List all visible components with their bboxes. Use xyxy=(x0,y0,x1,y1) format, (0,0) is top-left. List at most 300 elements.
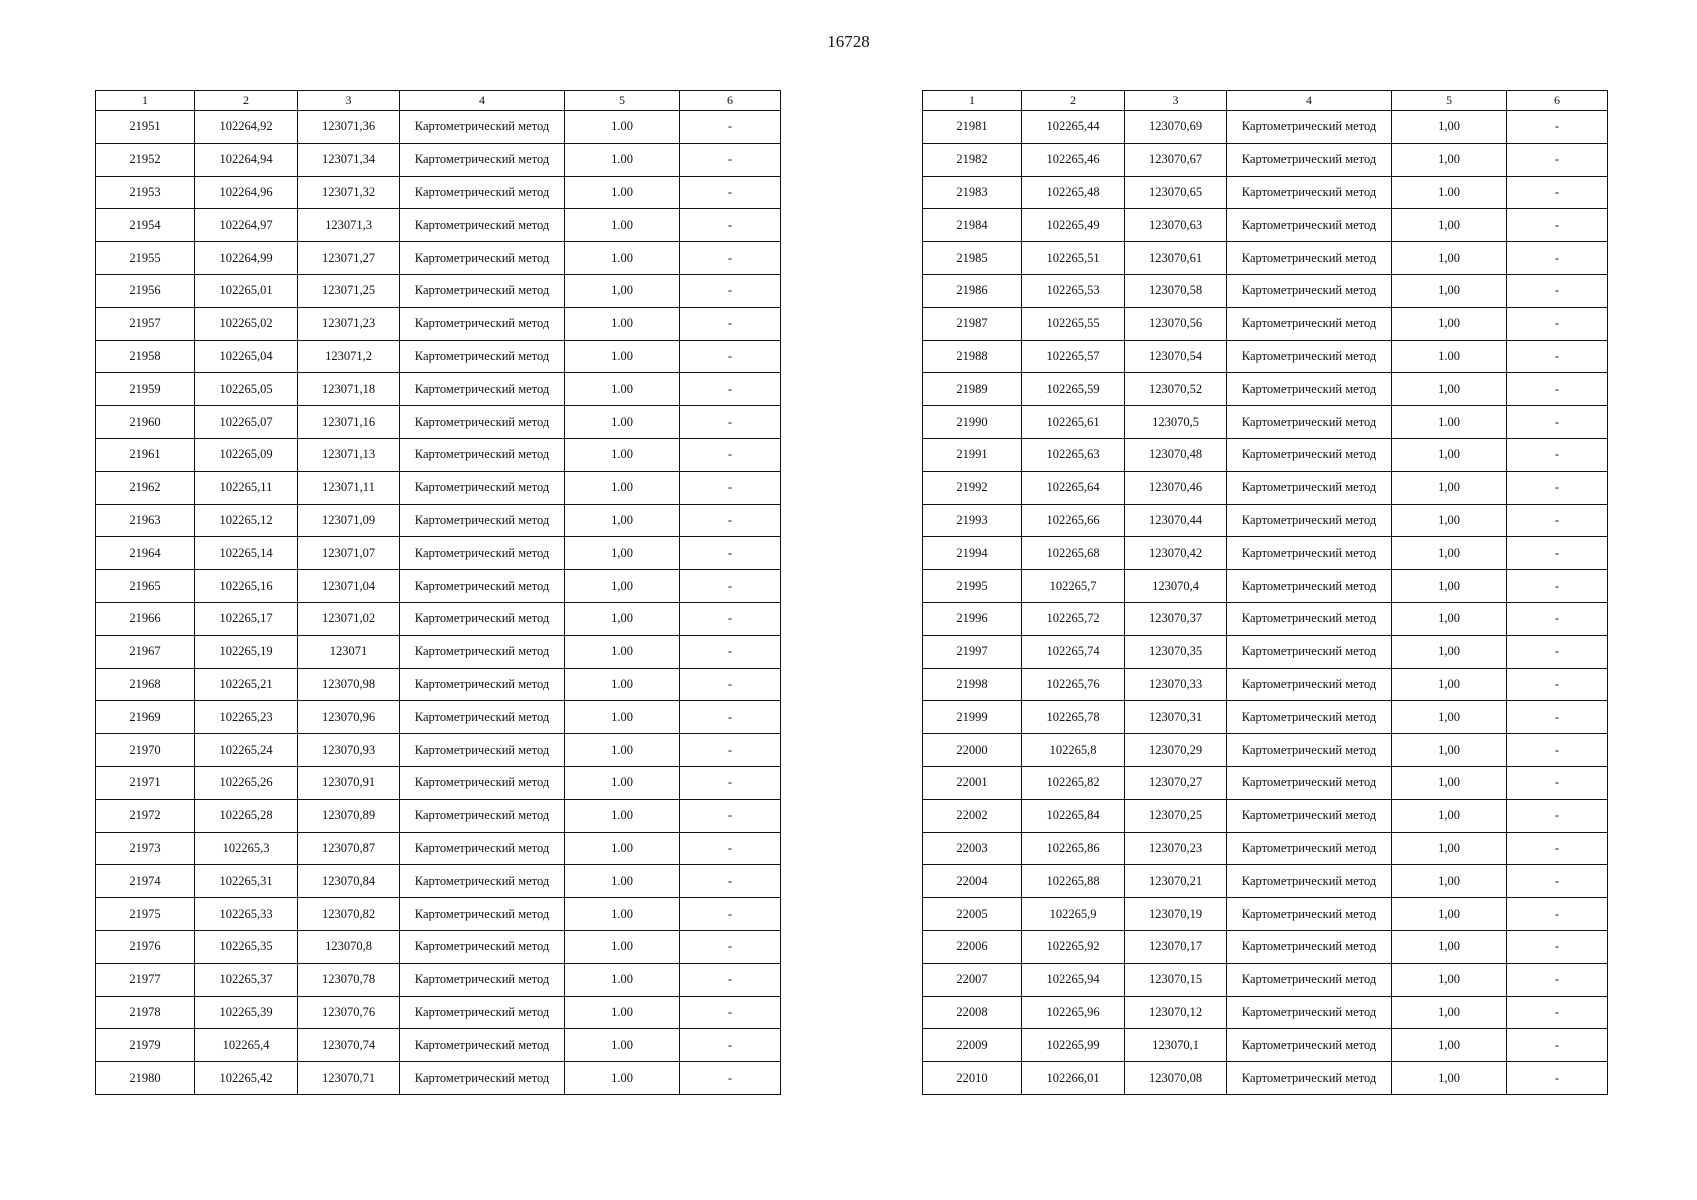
accuracy-cell: 1.00 xyxy=(565,307,680,340)
accuracy-cell: 1,00 xyxy=(1392,504,1507,537)
table-row xyxy=(96,307,781,340)
method-cell: Картометрический метод xyxy=(1227,406,1392,439)
description-cell: - xyxy=(1507,701,1608,734)
description-cell: - xyxy=(680,406,781,439)
point-number-cell: 21973 xyxy=(96,832,195,865)
method-cell: Картометрический метод xyxy=(1227,340,1392,373)
y-coordinate-cell: 123071,2 xyxy=(298,340,400,373)
table-body xyxy=(96,111,781,1095)
method-cell: Картометрический метод xyxy=(1227,111,1392,144)
method-cell: Картометрический метод xyxy=(400,242,565,275)
accuracy-cell: 1,00 xyxy=(1392,668,1507,701)
method-cell: Картометрический метод xyxy=(1227,930,1392,963)
y-coordinate-cell: 123071,3 xyxy=(298,209,400,242)
description-cell: - xyxy=(680,504,781,537)
table-row xyxy=(96,799,781,832)
description-cell: - xyxy=(680,602,781,635)
accuracy-cell: 1,00 xyxy=(1392,734,1507,767)
method-cell: Картометрический метод xyxy=(400,963,565,996)
method-cell: Картометрический метод xyxy=(1227,1062,1392,1095)
method-cell: Картометрический метод xyxy=(400,209,565,242)
table-row xyxy=(96,537,781,570)
method-cell: Картометрический метод xyxy=(1227,274,1392,307)
accuracy-cell: 1,00 xyxy=(1392,635,1507,668)
accuracy-cell: 1.00 xyxy=(565,898,680,931)
table-row xyxy=(923,373,1608,406)
accuracy-cell: 1,00 xyxy=(1392,1062,1507,1095)
x-coordinate-cell: 102265,66 xyxy=(1022,504,1125,537)
x-coordinate-cell: 102265,8 xyxy=(1022,734,1125,767)
y-coordinate-cell: 123071 xyxy=(298,635,400,668)
method-cell: Картометрический метод xyxy=(1227,668,1392,701)
x-coordinate-cell: 102265,99 xyxy=(1022,1029,1125,1062)
accuracy-cell: 1,00 xyxy=(1392,832,1507,865)
description-cell: - xyxy=(1507,111,1608,144)
point-number-cell: 21976 xyxy=(96,930,195,963)
description-cell: - xyxy=(1507,570,1608,603)
y-coordinate-cell: 123070,25 xyxy=(1125,799,1227,832)
x-coordinate-cell: 102265,17 xyxy=(195,602,298,635)
description-cell: - xyxy=(1507,406,1608,439)
description-cell: - xyxy=(1507,668,1608,701)
description-cell: - xyxy=(1507,373,1608,406)
y-coordinate-cell: 123070,31 xyxy=(1125,701,1227,734)
description-cell: - xyxy=(680,537,781,570)
method-cell: Картометрический метод xyxy=(1227,537,1392,570)
description-cell: - xyxy=(680,373,781,406)
method-cell: Картометрический метод xyxy=(400,537,565,570)
y-coordinate-cell: 123070,37 xyxy=(1125,602,1227,635)
point-number-cell: 21977 xyxy=(96,963,195,996)
accuracy-cell: 1,00 xyxy=(1392,766,1507,799)
table-row xyxy=(96,176,781,209)
point-number-cell: 21992 xyxy=(923,471,1022,504)
x-coordinate-cell: 102265,4 xyxy=(195,1029,298,1062)
y-coordinate-cell: 123070,98 xyxy=(298,668,400,701)
x-coordinate-cell: 102265,63 xyxy=(1022,438,1125,471)
y-coordinate-cell: 123071,32 xyxy=(298,176,400,209)
table-row xyxy=(923,111,1608,144)
y-coordinate-cell: 123070,69 xyxy=(1125,111,1227,144)
x-coordinate-cell: 102265,49 xyxy=(1022,209,1125,242)
y-coordinate-cell: 123070,63 xyxy=(1125,209,1227,242)
table-row xyxy=(96,1029,781,1062)
x-coordinate-cell: 102265,19 xyxy=(195,635,298,668)
y-coordinate-cell: 123071,23 xyxy=(298,307,400,340)
y-coordinate-cell: 123071,02 xyxy=(298,602,400,635)
point-number-cell: 21995 xyxy=(923,570,1022,603)
y-coordinate-cell: 123070,19 xyxy=(1125,898,1227,931)
description-cell: - xyxy=(680,701,781,734)
point-number-cell: 21952 xyxy=(96,143,195,176)
method-cell: Картометрический метод xyxy=(400,504,565,537)
table-row xyxy=(923,799,1608,832)
table-row xyxy=(96,340,781,373)
y-coordinate-cell: 123070,61 xyxy=(1125,242,1227,275)
accuracy-cell: 1.00 xyxy=(1392,340,1507,373)
table-row xyxy=(96,602,781,635)
description-cell: - xyxy=(680,865,781,898)
header-cell: 3 xyxy=(1125,91,1227,111)
accuracy-cell: 1.00 xyxy=(565,996,680,1029)
x-coordinate-cell: 102265,78 xyxy=(1022,701,1125,734)
header-cell: 1 xyxy=(923,91,1022,111)
point-number-cell: 21984 xyxy=(923,209,1022,242)
y-coordinate-cell: 123070,71 xyxy=(298,1062,400,1095)
point-number-cell: 21997 xyxy=(923,635,1022,668)
method-cell: Картометрический метод xyxy=(400,471,565,504)
y-coordinate-cell: 123070,56 xyxy=(1125,307,1227,340)
point-number-cell: 21962 xyxy=(96,471,195,504)
point-number-cell: 22001 xyxy=(923,766,1022,799)
table-row xyxy=(923,963,1608,996)
description-cell: - xyxy=(680,766,781,799)
table-row xyxy=(96,734,781,767)
table-row xyxy=(96,438,781,471)
method-cell: Картометрический метод xyxy=(1227,734,1392,767)
method-cell: Картометрический метод xyxy=(1227,602,1392,635)
point-number-cell: 21996 xyxy=(923,602,1022,635)
x-coordinate-cell: 102265,05 xyxy=(195,373,298,406)
header-cell: 5 xyxy=(565,91,680,111)
accuracy-cell: 1.00 xyxy=(565,963,680,996)
accuracy-cell: 1,00 xyxy=(1392,701,1507,734)
accuracy-cell: 1,00 xyxy=(1392,996,1507,1029)
description-cell: - xyxy=(680,1029,781,1062)
description-cell: - xyxy=(1507,766,1608,799)
method-cell: Картометрический метод xyxy=(1227,635,1392,668)
point-number-cell: 21966 xyxy=(96,602,195,635)
coordinates-table-left xyxy=(95,90,781,1095)
accuracy-cell: 1.00 xyxy=(565,1062,680,1095)
y-coordinate-cell: 123070,4 xyxy=(1125,570,1227,603)
table-row xyxy=(96,701,781,734)
accuracy-cell: 1.00 xyxy=(565,832,680,865)
y-coordinate-cell: 123070,33 xyxy=(1125,668,1227,701)
point-number-cell: 21994 xyxy=(923,537,1022,570)
description-cell: - xyxy=(680,996,781,1029)
x-coordinate-cell: 102265,39 xyxy=(195,996,298,1029)
accuracy-cell: 1,00 xyxy=(565,274,680,307)
point-number-cell: 22006 xyxy=(923,930,1022,963)
point-number-cell: 21951 xyxy=(96,111,195,144)
method-cell: Картометрический метод xyxy=(400,111,565,144)
accuracy-cell: 1.00 xyxy=(1392,406,1507,439)
method-cell: Картометрический метод xyxy=(400,1029,565,1062)
y-coordinate-cell: 123070,1 xyxy=(1125,1029,1227,1062)
description-cell: - xyxy=(680,111,781,144)
table-row xyxy=(96,570,781,603)
table-row xyxy=(923,734,1608,767)
description-cell: - xyxy=(1507,635,1608,668)
accuracy-cell: 1.00 xyxy=(565,176,680,209)
method-cell: Картометрический метод xyxy=(1227,307,1392,340)
table-row xyxy=(923,635,1608,668)
accuracy-cell: 1.00 xyxy=(565,340,680,373)
accuracy-cell: 1,00 xyxy=(1392,1029,1507,1062)
method-cell: Картометрический метод xyxy=(1227,438,1392,471)
x-coordinate-cell: 102265,59 xyxy=(1022,373,1125,406)
accuracy-cell: 1.00 xyxy=(565,471,680,504)
table-row xyxy=(923,1029,1608,1062)
table-row xyxy=(923,406,1608,439)
x-coordinate-cell: 102265,28 xyxy=(195,799,298,832)
x-coordinate-cell: 102265,02 xyxy=(195,307,298,340)
point-number-cell: 21961 xyxy=(96,438,195,471)
table-row xyxy=(923,537,1608,570)
coordinates-table-right xyxy=(922,90,1608,1095)
x-coordinate-cell: 102265,42 xyxy=(195,1062,298,1095)
method-cell: Картометрический метод xyxy=(1227,701,1392,734)
point-number-cell: 21969 xyxy=(96,701,195,734)
point-number-cell: 21967 xyxy=(96,635,195,668)
accuracy-cell: 1.00 xyxy=(565,209,680,242)
x-coordinate-cell: 102265,46 xyxy=(1022,143,1125,176)
accuracy-cell: 1.00 xyxy=(565,111,680,144)
x-coordinate-cell: 102265,88 xyxy=(1022,865,1125,898)
description-cell: - xyxy=(1507,242,1608,275)
y-coordinate-cell: 123071,25 xyxy=(298,274,400,307)
point-number-cell: 21988 xyxy=(923,340,1022,373)
x-coordinate-cell: 102265,37 xyxy=(195,963,298,996)
table-header xyxy=(923,91,1608,111)
accuracy-cell: 1,00 xyxy=(1392,307,1507,340)
accuracy-cell: 1.00 xyxy=(565,865,680,898)
table-row xyxy=(923,766,1608,799)
description-cell: - xyxy=(680,832,781,865)
point-number-cell: 22010 xyxy=(923,1062,1022,1095)
description-cell: - xyxy=(1507,438,1608,471)
method-cell: Картометрический метод xyxy=(1227,963,1392,996)
accuracy-cell: 1.00 xyxy=(565,799,680,832)
y-coordinate-cell: 123070,67 xyxy=(1125,143,1227,176)
accuracy-cell: 1,00 xyxy=(1392,602,1507,635)
y-coordinate-cell: 123071,04 xyxy=(298,570,400,603)
point-number-cell: 21955 xyxy=(96,242,195,275)
description-cell: - xyxy=(680,1062,781,1095)
table-row xyxy=(923,602,1608,635)
x-coordinate-cell: 102265,55 xyxy=(1022,307,1125,340)
point-number-cell: 21970 xyxy=(96,734,195,767)
point-number-cell: 21980 xyxy=(96,1062,195,1095)
accuracy-cell: 1,00 xyxy=(1392,438,1507,471)
description-cell: - xyxy=(680,209,781,242)
method-cell: Картометрический метод xyxy=(1227,242,1392,275)
description-cell: - xyxy=(680,176,781,209)
description-cell: - xyxy=(1507,307,1608,340)
x-coordinate-cell: 102265,16 xyxy=(195,570,298,603)
accuracy-cell: 1,00 xyxy=(1392,143,1507,176)
point-number-cell: 21985 xyxy=(923,242,1022,275)
y-coordinate-cell: 123070,91 xyxy=(298,766,400,799)
header-cell: 2 xyxy=(195,91,298,111)
header-cell: 3 xyxy=(298,91,400,111)
accuracy-cell: 1,00 xyxy=(1392,209,1507,242)
y-coordinate-cell: 123071,27 xyxy=(298,242,400,275)
table-row xyxy=(923,340,1608,373)
point-number-cell: 21965 xyxy=(96,570,195,603)
table-row xyxy=(923,143,1608,176)
y-coordinate-cell: 123070,5 xyxy=(1125,406,1227,439)
method-cell: Картометрический метод xyxy=(400,373,565,406)
description-cell: - xyxy=(1507,471,1608,504)
table-row xyxy=(96,504,781,537)
accuracy-cell: 1,00 xyxy=(1392,898,1507,931)
description-cell: - xyxy=(1507,963,1608,996)
y-coordinate-cell: 123070,17 xyxy=(1125,930,1227,963)
y-coordinate-cell: 123070,54 xyxy=(1125,340,1227,373)
description-cell: - xyxy=(1507,898,1608,931)
method-cell: Картометрический метод xyxy=(400,898,565,931)
x-coordinate-cell: 102265,21 xyxy=(195,668,298,701)
x-coordinate-cell: 102265,74 xyxy=(1022,635,1125,668)
accuracy-cell: 1,00 xyxy=(1392,963,1507,996)
method-cell: Картометрический метод xyxy=(1227,898,1392,931)
table-row xyxy=(923,865,1608,898)
method-cell: Картометрический метод xyxy=(400,340,565,373)
y-coordinate-cell: 123070,12 xyxy=(1125,996,1227,1029)
header-row xyxy=(923,91,1608,111)
x-coordinate-cell: 102265,44 xyxy=(1022,111,1125,144)
accuracy-cell: 1.00 xyxy=(565,406,680,439)
table-row xyxy=(96,668,781,701)
table-row xyxy=(923,832,1608,865)
x-coordinate-cell: 102265,53 xyxy=(1022,274,1125,307)
table-row xyxy=(96,898,781,931)
description-cell: - xyxy=(680,734,781,767)
x-coordinate-cell: 102264,94 xyxy=(195,143,298,176)
table-row xyxy=(923,930,1608,963)
x-coordinate-cell: 102265,11 xyxy=(195,471,298,504)
x-coordinate-cell: 102265,51 xyxy=(1022,242,1125,275)
y-coordinate-cell: 123071,36 xyxy=(298,111,400,144)
method-cell: Картометрический метод xyxy=(1227,766,1392,799)
x-coordinate-cell: 102265,01 xyxy=(195,274,298,307)
accuracy-cell: 1,00 xyxy=(565,504,680,537)
description-cell: - xyxy=(1507,1062,1608,1095)
y-coordinate-cell: 123070,84 xyxy=(298,865,400,898)
description-cell: - xyxy=(1507,996,1608,1029)
y-coordinate-cell: 123070,93 xyxy=(298,734,400,767)
description-cell: - xyxy=(680,898,781,931)
x-coordinate-cell: 102265,3 xyxy=(195,832,298,865)
table-row xyxy=(96,242,781,275)
x-coordinate-cell: 102265,96 xyxy=(1022,996,1125,1029)
table-row xyxy=(923,438,1608,471)
table-row xyxy=(96,635,781,668)
x-coordinate-cell: 102265,23 xyxy=(195,701,298,734)
x-coordinate-cell: 102265,64 xyxy=(1022,471,1125,504)
table-row xyxy=(923,668,1608,701)
point-number-cell: 21987 xyxy=(923,307,1022,340)
description-cell: - xyxy=(1507,504,1608,537)
table-row xyxy=(96,996,781,1029)
method-cell: Картометрический метод xyxy=(1227,373,1392,406)
point-number-cell: 21982 xyxy=(923,143,1022,176)
y-coordinate-cell: 123070,8 xyxy=(298,930,400,963)
method-cell: Картометрический метод xyxy=(400,570,565,603)
accuracy-cell: 1,00 xyxy=(1392,373,1507,406)
point-number-cell: 21990 xyxy=(923,406,1022,439)
x-coordinate-cell: 102265,57 xyxy=(1022,340,1125,373)
table-row xyxy=(96,471,781,504)
accuracy-cell: 1.00 xyxy=(565,635,680,668)
point-number-cell: 21998 xyxy=(923,668,1022,701)
y-coordinate-cell: 123070,74 xyxy=(298,1029,400,1062)
point-number-cell: 22008 xyxy=(923,996,1022,1029)
y-coordinate-cell: 123070,65 xyxy=(1125,176,1227,209)
description-cell: - xyxy=(680,143,781,176)
method-cell: Картометрический метод xyxy=(400,274,565,307)
description-cell: - xyxy=(680,438,781,471)
point-number-cell: 21971 xyxy=(96,766,195,799)
x-coordinate-cell: 102265,68 xyxy=(1022,537,1125,570)
method-cell: Картометрический метод xyxy=(1227,865,1392,898)
accuracy-cell: 1,00 xyxy=(1392,242,1507,275)
y-coordinate-cell: 123070,76 xyxy=(298,996,400,1029)
description-cell: - xyxy=(680,471,781,504)
method-cell: Картометрический метод xyxy=(400,1062,565,1095)
table-row xyxy=(96,1062,781,1095)
point-number-cell: 21986 xyxy=(923,274,1022,307)
y-coordinate-cell: 123070,78 xyxy=(298,963,400,996)
x-coordinate-cell: 102264,92 xyxy=(195,111,298,144)
y-coordinate-cell: 123070,58 xyxy=(1125,274,1227,307)
table-row xyxy=(96,274,781,307)
accuracy-cell: 1,00 xyxy=(1392,111,1507,144)
description-cell: - xyxy=(680,274,781,307)
method-cell: Картометрический метод xyxy=(400,143,565,176)
accuracy-cell: 1,00 xyxy=(565,537,680,570)
y-coordinate-cell: 123070,42 xyxy=(1125,537,1227,570)
description-cell: - xyxy=(1507,832,1608,865)
table-row xyxy=(923,1062,1608,1095)
table-row xyxy=(96,766,781,799)
header-cell: 2 xyxy=(1022,91,1125,111)
point-number-cell: 21958 xyxy=(96,340,195,373)
description-cell: - xyxy=(1507,209,1608,242)
y-coordinate-cell: 123070,96 xyxy=(298,701,400,734)
description-cell: - xyxy=(680,635,781,668)
table-row xyxy=(923,274,1608,307)
description-cell: - xyxy=(1507,143,1608,176)
table-row xyxy=(923,898,1608,931)
method-cell: Картометрический метод xyxy=(1227,176,1392,209)
table-row xyxy=(96,963,781,996)
accuracy-cell: 1,00 xyxy=(1392,471,1507,504)
y-coordinate-cell: 123070,48 xyxy=(1125,438,1227,471)
accuracy-cell: 1,00 xyxy=(1392,537,1507,570)
point-number-cell: 22002 xyxy=(923,799,1022,832)
method-cell: Картометрический метод xyxy=(400,832,565,865)
method-cell: Картометрический метод xyxy=(400,766,565,799)
method-cell: Картометрический метод xyxy=(400,176,565,209)
point-number-cell: 21975 xyxy=(96,898,195,931)
x-coordinate-cell: 102264,97 xyxy=(195,209,298,242)
accuracy-cell: 1.00 xyxy=(565,734,680,767)
point-number-cell: 21960 xyxy=(96,406,195,439)
page-number: 16728 xyxy=(827,32,870,51)
y-coordinate-cell: 123070,46 xyxy=(1125,471,1227,504)
accuracy-cell: 1,00 xyxy=(1392,274,1507,307)
method-cell: Картометрический метод xyxy=(400,602,565,635)
table-row xyxy=(96,111,781,144)
y-coordinate-cell: 123070,08 xyxy=(1125,1062,1227,1095)
point-number-cell: 21981 xyxy=(923,111,1022,144)
method-cell: Картометрический метод xyxy=(1227,504,1392,537)
accuracy-cell: 1,00 xyxy=(1392,865,1507,898)
description-cell: - xyxy=(680,930,781,963)
